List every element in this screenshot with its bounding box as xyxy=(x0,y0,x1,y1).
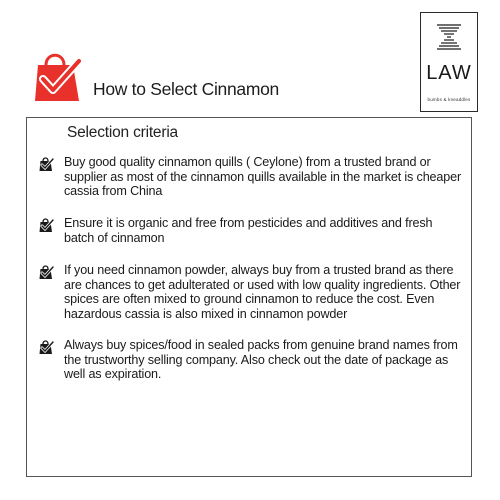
bag-check-icon xyxy=(39,217,54,233)
section-title: Selection criteria xyxy=(67,124,178,141)
bag-check-icon xyxy=(39,339,54,355)
list-item-text: Buy good quality cinnamon quills ( Ceylone) from a trusted brand or supplier as most of the cinnamon quills available in the market is cheaper cassia from China xyxy=(64,155,462,198)
logo-tagline: bumbs & kneaddles xyxy=(427,97,471,102)
page-title: How to Select Cinnamon xyxy=(93,79,279,99)
list-item-text: Ensure it is organic and free from pesticides and additives and fresh batch of cinnamon xyxy=(64,216,433,245)
brand-logo xyxy=(420,12,478,112)
x-pattern-icon xyxy=(437,23,461,51)
selection-criteria-panel xyxy=(26,117,472,477)
bag-check-icon xyxy=(39,264,54,280)
bag-check-icon xyxy=(39,156,54,172)
shopping-bag-check-icon xyxy=(33,45,85,105)
logo-text: LAW xyxy=(426,62,472,84)
list-item-text: If you need cinnamon powder, always buy from a trusted brand as there are chances to get adulterated or used with low quality ingredients. Other spices are often mixed to ground cinnamon to reduce the cost. Even hazardous cassia is also mixed in cinnamon powder xyxy=(64,263,461,321)
list-item-text: Always buy spices/food in sealed packs from genuine brand names from the trustworthy selling company. Also check out the date of package as well as expiration. xyxy=(64,338,458,381)
